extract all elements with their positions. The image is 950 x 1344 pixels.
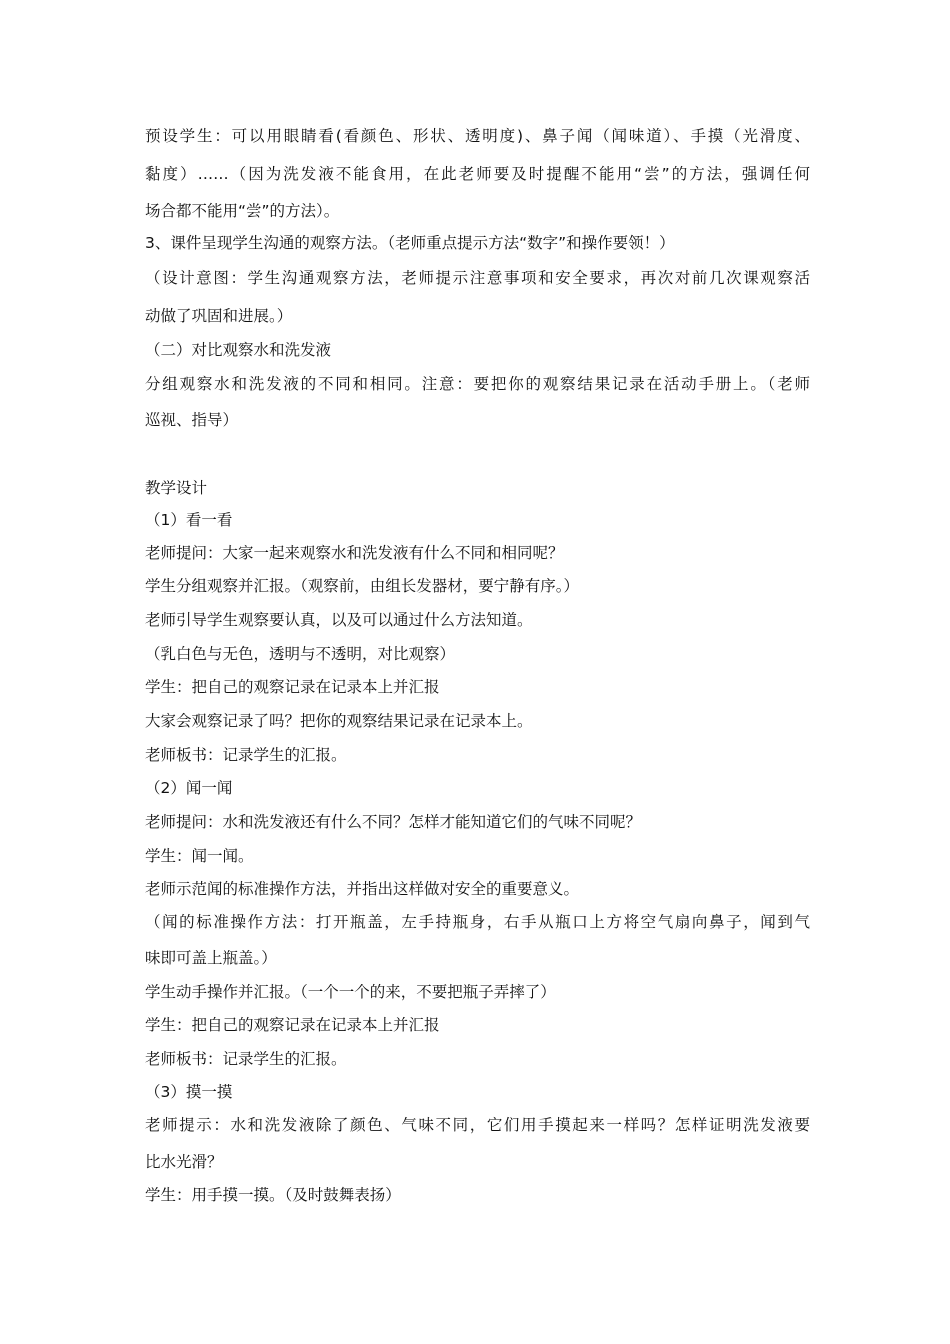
text-line-5: （设计意图：学生沟通观察方法，老师提示注意事项和安全要求，再次对前几次课观察活: [145, 269, 810, 287]
text-line-23: （闻的标准操作方法：打开瓶盖，左手持瓶身，右手从瓶口上方将空气扇向鼻子，闻到气: [145, 913, 810, 931]
text-line-1: 预设学生：可以用眼睛看(看颜色、形状、透明度)、鼻子闻（闻味道）、手摸（光滑度、: [145, 127, 810, 145]
text-line-29: 老师提示：水和洗发液除了颜色、气味不同，它们用手摸起来一样吗？怎样证明洗发液要: [145, 1116, 810, 1134]
text-line-25: 学生动手操作并汇报。（一个一个的来，不要把瓶子弄摔了）: [145, 983, 556, 1001]
text-line-6: 动做了巩固和进展。）: [145, 307, 293, 325]
text-line-8: 分组观察水和洗发液的不同和相同。注意：要把你的观察结果记录在活动手册上。（老师: [145, 375, 810, 393]
text-line-17: 大家会观察记录了吗？把你的观察结果记录在记录本上。: [145, 712, 533, 730]
section-heading-3: 3、课件呈现学生沟通的观察方法。（老师重点提示方法“数字”和操作要领！）: [145, 234, 675, 252]
subheading-touch: （3）摸一摸: [145, 1083, 233, 1101]
text-line-13: 学生分组观察并汇报。（观察前，由组长发器材，要宁静有序。）: [145, 577, 580, 595]
subheading-look: （1）看一看: [145, 511, 233, 529]
text-line-27: 老师板书：记录学生的汇报。: [145, 1050, 347, 1068]
text-line-24: 味即可盖上瓶盖。）: [145, 949, 277, 967]
text-line-15: （乳白色与无色，透明与不透明，对比观察）: [145, 645, 456, 663]
text-line-30: 比水光滑？: [145, 1153, 223, 1171]
heading-teaching-design: 教学设计: [145, 479, 208, 497]
text-line-14: 老师引导学生观察要认真，以及可以通过什么方法知道。: [145, 611, 533, 629]
text-line-18: 老师板书：记录学生的汇报。: [145, 746, 347, 764]
text-line-22: 老师示范闻的标准操作方法，并指出这样做对安全的重要意义。: [145, 880, 580, 898]
text-line-20: 老师提问：水和洗发液还有什么不同？怎样才能知道它们的气味不同呢？: [145, 813, 642, 831]
section-heading-comparison: （二）对比观察水和洗发液: [145, 341, 332, 359]
text-line-3: 场合都不能用“尝”的方法）。: [145, 202, 340, 220]
text-line-9: 巡视、指导）: [145, 411, 239, 429]
text-line-21: 学生：闻一闻。: [145, 847, 254, 865]
text-line-2: 黏度）……（因为洗发液不能食用，在此老师要及时提醒不能用“尝”的方法，强调任何: [145, 165, 810, 183]
text-line-12: 老师提问：大家一起来观察水和洗发液有什么不同和相同呢？: [145, 544, 564, 562]
text-line-31: 学生：用手摸一摸。（及时鼓舞表扬）: [145, 1186, 401, 1204]
subheading-smell: （2）闻一闻: [145, 779, 233, 797]
text-line-26: 学生：把自己的观察记录在记录本上并汇报: [145, 1016, 440, 1034]
text-line-16: 学生：把自己的观察记录在记录本上并汇报: [145, 678, 440, 696]
